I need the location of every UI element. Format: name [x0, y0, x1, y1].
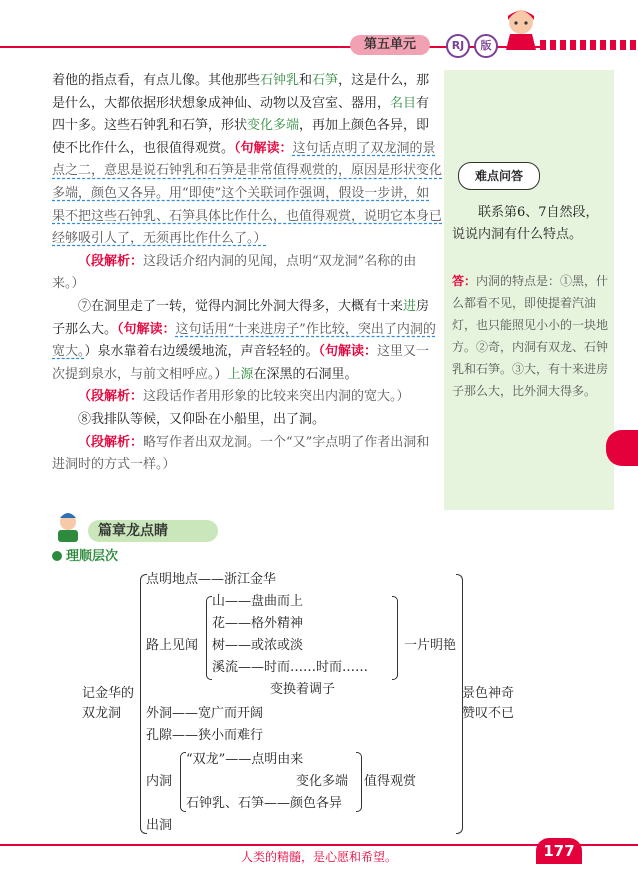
section-title: 篇章龙点睛	[88, 520, 218, 542]
outline-line-11: 石钟乳、石笋——颜色各异	[186, 796, 343, 811]
paragraph-1: 着他的指点看，有点儿像。其他那些石钟乳和石笋，这是什么，那是什么，大都依据形状想象成神仙、动物以及宫室、器用，名目有四十多。这些石钟乳和石笋，形状变化多端，再加上颜色各异，即使不比作什么，也很值得观赏。（句解读：这句话点明了双龙洞的景点之二，意思是说石钟乳和石笋是非常值得观赏的，原因是形状变化多端，颜色又各异。用“即使”这个关联词作强调，假设一步讲，如果不把这些石钟乳、石笋具体比作什么，也值得观赏，说明它本身已经够吸引人了，无须再比作什么了。）	[52, 73, 443, 247]
sidebar-question: 联系第6、7自然段，说说内洞有什么特点。	[452, 205, 599, 242]
section-subtitle: 理顺层次	[66, 549, 119, 564]
edition-badge-rj: RJ	[446, 34, 470, 58]
paragraph-3: ⑦在洞里走了一转，觉得内洞比外洞大得多，大概有十来进房子那么大。（句解读：这句话用“十来进房子”作比较，突出了内洞的宽大。）泉水靠着右边缓缓地流，声音轻轻的。（句解读：这里又一次提到泉水，与前文相呼应。）上源在深黑的石洞里。	[52, 298, 436, 382]
outline-brace-inner	[180, 752, 186, 812]
paragraph-6: （段解析：略写作者出双龙洞。一个“又”字点明了作者出洞和进洞时的方式一样。）	[52, 434, 430, 473]
outline-line-3: 花——格外精神	[212, 616, 304, 631]
outline-line-5: 溪流——时而……时而……	[212, 660, 369, 675]
outline-result-1: 景色神奇	[462, 686, 515, 701]
outline-line-2: 山——盘曲而上	[212, 594, 304, 609]
paragraph-2: （段解析：这段话介绍内洞的见闻，点明“双龙洞”名称的由来。）	[52, 253, 417, 292]
outline-line-4a: 路上见闻	[146, 638, 199, 653]
outline-root-1: 记金华的	[82, 686, 135, 701]
boy-reading-icon	[54, 512, 82, 544]
sidebar-title: 难点问答	[458, 162, 540, 190]
outline-brace-road	[206, 596, 212, 680]
page-number: 177	[536, 838, 582, 864]
outline-line-7: 外洞——宽广而开阔	[146, 706, 264, 721]
edition-badge-ban: 版	[474, 34, 498, 58]
main-text	[52, 70, 442, 477]
outline-line-9: “双龙”——点明由来	[186, 752, 304, 767]
outline-line-10b: 变化多端	[296, 774, 349, 789]
outline-brace-main	[140, 574, 147, 834]
outline-line-8: 孔隙——狭小而难行	[146, 728, 264, 743]
outline-line-6: 变换着调子	[270, 682, 336, 697]
paragraph-4: （段解析：这段话作者用形象的比较来突出内洞的宽大。）	[78, 389, 410, 405]
outline-result-2: 赞叹不已	[462, 706, 515, 721]
paragraph-5: ⑧我排队等候，又仰卧在小船里，出了洞。	[78, 411, 326, 427]
girl-mascot-icon	[500, 6, 542, 50]
outline-brace-road-right	[392, 596, 398, 680]
subtitle-bullet-icon	[52, 551, 62, 561]
unit-label: 第五单元	[350, 35, 430, 55]
footer-motto: 人类的精髓，是心愿和希望。	[240, 850, 397, 864]
outline-line-1: 点明地点——浙江金华	[146, 572, 277, 587]
outline-line-10c: 值得观赏	[364, 774, 417, 789]
outline-line-4b: 树——或浓或淡	[212, 638, 304, 653]
outline-root-2: 双龙洞	[82, 706, 122, 721]
sidebar-answer: 答：内洞的特点是：①黑，什么都看不见，即使提着汽油灯，也只能照见小小的一块地方。②奇，内洞有双龙、石钟乳和石笋。③大，有十来进房子那么大，比外洞大得多。	[452, 274, 609, 398]
header-stripes	[540, 40, 638, 50]
side-mascot-icon	[606, 430, 638, 466]
outline-brace-right	[456, 574, 463, 834]
outline-brace-inner-right	[356, 752, 362, 812]
outline-line-10a: 内洞	[146, 774, 173, 789]
outline-line-4c: 一片明艳	[404, 638, 457, 653]
outline-line-12: 出洞	[146, 818, 173, 833]
